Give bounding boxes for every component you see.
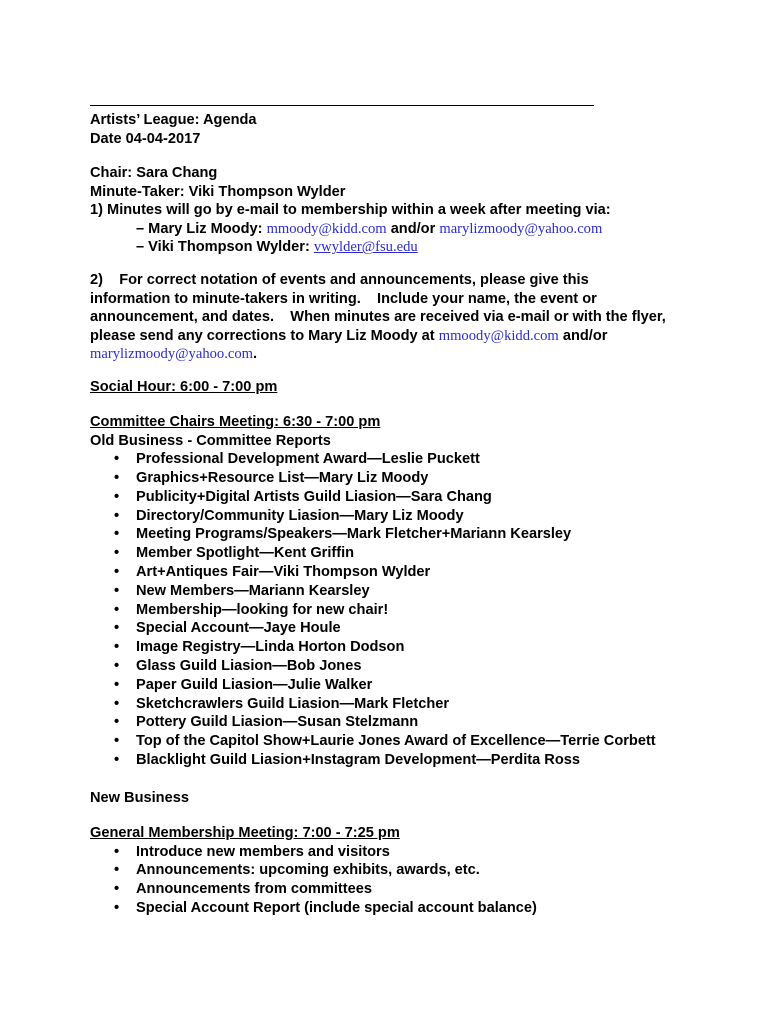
list-item: • Paper Guild Liasion—Julie Walker — [114, 676, 373, 693]
item2-line5-period: . — [253, 346, 258, 363]
email-link-marylizmoody-2[interactable]: marylizmoody@yahoo.com — [90, 346, 253, 363]
item2-line4 — [90, 327, 690, 346]
item2-line4-prefix: please send any corrections to Mary Liz Moody at — [90, 327, 435, 344]
list-item: • Blacklight Guild Liasion+Instagram Development—Perdita Ross — [114, 751, 580, 768]
bullet-icon: • — [114, 881, 120, 898]
social-hour-block — [90, 378, 690, 397]
committee-heading: Committee Chairs Meeting: 6:30 - 7:00 pm — [90, 414, 381, 430]
bullet-icon: • — [114, 507, 120, 524]
bullet-icon: • — [114, 639, 120, 656]
list-item: • Announcements: upcoming exhibits, awards, etc. — [114, 862, 480, 879]
bullet-icon: • — [114, 582, 120, 599]
list-item: • Meeting Programs/Speakers—Mark Fletcher+Mariann Kearsley — [114, 526, 572, 543]
minute-taker-line: Minute-Taker: Viki Thompson Wylder — [90, 183, 346, 200]
item2-line2: information to minute-takers in writing. Include your name, the event or — [90, 290, 597, 307]
contact2-prefix: – Viki Thompson Wylder: — [136, 239, 310, 256]
email-link-mmoody[interactable]: mmoody@kidd.com — [266, 220, 387, 237]
contact-mary-liz — [90, 220, 690, 239]
email-link-marylizmoody[interactable]: marylizmoody@yahoo.com — [439, 220, 603, 237]
list-item: • Image Registry—Linda Horton Dodson — [114, 639, 405, 656]
new-business-heading: New Business — [90, 790, 189, 806]
bullet-icon: • — [114, 469, 120, 486]
list-item: • Special Account—Jaye Houle — [114, 620, 341, 637]
general-meeting-list — [90, 843, 690, 918]
item1-text: 1) Minutes will go by e-mail to membership within a week after meeting via: — [90, 202, 611, 219]
bullet-icon: • — [114, 657, 120, 674]
agenda-date: Date 04-04-2017 — [90, 130, 201, 147]
item2-block — [90, 271, 690, 364]
bullet-icon: • — [114, 488, 120, 505]
roles-block — [90, 164, 690, 257]
bullet-icon: • — [114, 899, 120, 916]
list-item: • New Members—Mariann Kearsley — [114, 582, 370, 599]
bullet-icon: • — [114, 714, 120, 731]
list-item: • Professional Development Award—Leslie Puckett — [114, 451, 480, 468]
agenda-header — [90, 111, 690, 148]
email-link-mmoody-2[interactable]: mmoody@kidd.com — [438, 327, 559, 344]
item2-line1: 2) For correct notation of events and announcements, please give this — [90, 272, 589, 288]
agenda-title: Artists’ League: Agenda — [90, 112, 257, 128]
bullet-icon: • — [114, 862, 120, 879]
bullet-icon: • — [114, 526, 120, 543]
bullet-icon: • — [114, 545, 120, 562]
email-link-vwylder[interactable]: vwylder@fsu.edu — [313, 239, 418, 256]
bullet-icon: • — [114, 843, 120, 860]
committee-report-list — [90, 450, 690, 770]
bullet-icon: • — [114, 601, 120, 618]
list-item: • Membership—looking for new chair! — [114, 601, 389, 618]
committee-block — [90, 413, 690, 770]
bullet-icon: • — [114, 751, 120, 768]
general-meeting-heading: General Membership Meeting: 7:00 - 7:25 pm — [90, 825, 400, 841]
item2-line5 — [90, 345, 690, 364]
contact1-prefix: – Mary Liz Moody: — [136, 220, 263, 237]
contact1-and: and/or — [390, 220, 436, 237]
list-item: • Art+Antiques Fair—Viki Thompson Wylder — [114, 563, 431, 580]
list-item: • Graphics+Resource List—Mary Liz Moody — [114, 469, 429, 486]
item2-line4-and: and/or — [562, 327, 608, 344]
top-divider — [90, 105, 594, 106]
list-item: • Publicity+Digital Artists Guild Liasion—Sara Chang — [114, 488, 492, 505]
general-meeting-block — [90, 824, 690, 918]
list-item: • Top of the Capitol Show+Laurie Jones Award of Excellence—Terrie Corbett — [114, 733, 656, 750]
chair-line: Chair: Sara Chang — [90, 165, 218, 181]
bullet-icon: • — [114, 733, 120, 750]
list-item: • Special Account Report (include special account balance) — [114, 899, 537, 916]
bullet-icon: • — [114, 620, 120, 637]
contact-viki — [90, 238, 690, 257]
bullet-icon: • — [114, 695, 120, 712]
list-item: • Announcements from committees — [114, 881, 372, 898]
bullet-icon: • — [114, 451, 120, 468]
old-business-subheading: Old Business - Committee Reports — [90, 432, 331, 449]
list-item: • Introduce new members and visitors — [114, 843, 390, 860]
bullet-icon: • — [114, 563, 120, 580]
item2-line3: announcement, and dates. When minutes are received via e-mail or with the flyer, — [90, 309, 666, 326]
list-item: • Member Spotlight—Kent Griffin — [114, 545, 355, 562]
social-hour-heading: Social Hour: 6:00 - 7:00 pm — [90, 379, 278, 395]
list-item: • Sketchcrawlers Guild Liasion—Mark Fletcher — [114, 695, 450, 712]
bullet-icon: • — [114, 676, 120, 693]
new-business-block — [90, 789, 690, 808]
list-item: • Pottery Guild Liasion—Susan Stelzmann — [114, 714, 419, 731]
list-item: • Glass Guild Liasion—Bob Jones — [114, 657, 362, 674]
list-item: • Directory/Community Liasion—Mary Liz Moody — [114, 507, 464, 524]
